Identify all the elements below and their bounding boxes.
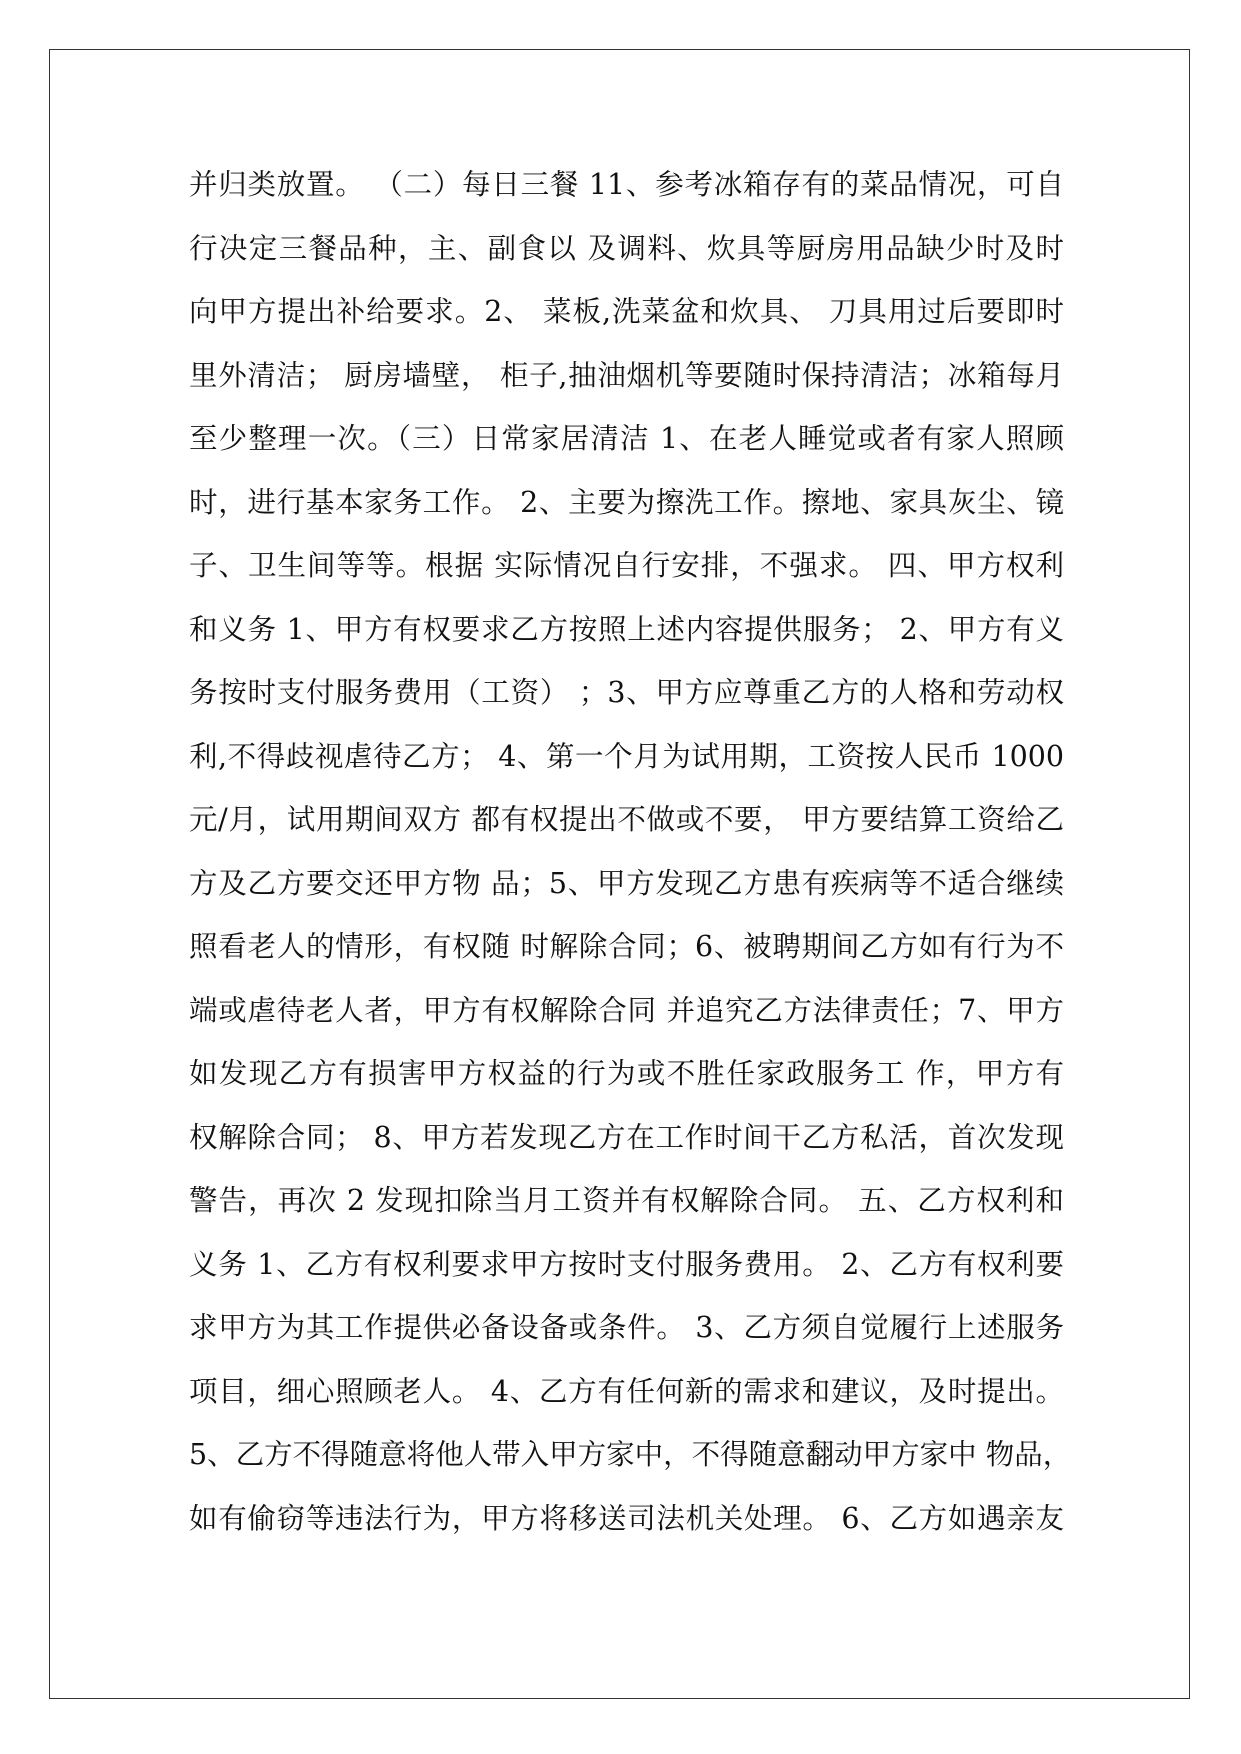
text-line-1: 并归类放置。 （二）每日三餐 11、参考冰箱存有的菜品情况，可自 — [189, 168, 1064, 201]
text-line-13: 照看老人的情形，有权随 时解除合同；6、被聘期间乙方如有行为不 — [189, 930, 1064, 963]
text-line-10: 利,不得歧视虐待乙方； 4、第一个月为试用期，工资按人民币 1000 — [189, 739, 1064, 773]
text-line-14: 端或虐待老人者，甲方有权解除合同 并追究乙方法律责任；7、甲方 — [189, 993, 1064, 1027]
text-line-16: 权解除合同； 8、甲方若发现乙方在工作时间干乙方私活，首次发现 — [189, 1120, 1064, 1154]
text-line-6: 时，进行基本家务工作。 2、主要为擦洗工作。擦地、家具灰尘、镜 — [189, 485, 1064, 519]
text-line-22: 如有偷窃等违法行为，甲方将移送司法机关处理。 6、乙方如遇亲友 — [189, 1501, 1064, 1535]
text-line-11: 元/月，试用期间双方 都有权提出不做或不要， 甲方要结算工资给乙 — [189, 803, 1064, 836]
text-line-9: 务按时支付服务费用（工资） ；3、甲方应尊重乙方的人格和劳动权 — [189, 676, 1064, 709]
text-line-4: 里外清洁； 厨房墙壁， 柜子,抽油烟机等要随时保持清洁；冰箱每月 — [189, 358, 1064, 392]
text-line-12: 方及乙方要交还甲方物 品；5、甲方发现乙方患有疾病等不适合继续 — [189, 866, 1064, 900]
text-line-19: 求甲方为其工作提供必备设备或条件。 3、乙方须自觉履行上述服务 — [189, 1311, 1064, 1344]
text-line-8: 和义务 1、甲方有权要求乙方按照上述内容提供服务； 2、甲方有义 — [189, 612, 1064, 646]
text-line-5: 至少整理一次。（三）日常家居清洁 1、在老人睡觉或者有家人照顾 — [189, 422, 1064, 455]
text-line-20: 项目，细心照顾老人。 4、乙方有任何新的需求和建议，及时提出。 — [189, 1374, 1064, 1408]
text-line-2: 行决定三餐品种，主、副食以 及调料、炊具等厨房用品缺少时及时 — [189, 231, 1064, 265]
text-line-7: 子、卫生间等等。根据 实际情况自行安排，不强求。 四、甲方权利 — [189, 549, 1064, 582]
text-line-15: 如发现乙方有损害甲方权益的行为或不胜任家政服务工 作，甲方有 — [189, 1057, 1064, 1090]
text-line-3: 向甲方提出补给要求。2、 菜板,洗菜盆和炊具、 刀具用过后要即时 — [189, 295, 1064, 328]
text-line-17: 警告，再次 2 发现扣除当月工资并有权解除合同。 五、乙方权利和 — [189, 1184, 1064, 1217]
document-body — [189, 153, 1072, 1550]
text-line-18: 义务 1、乙方有权利要求甲方按时支付服务费用。 2、乙方有权利要 — [189, 1247, 1064, 1281]
text-line-21: 5、乙方不得随意将他人带入甲方家中，不得随意翻动甲方家中 物品， — [189, 1438, 1072, 1471]
